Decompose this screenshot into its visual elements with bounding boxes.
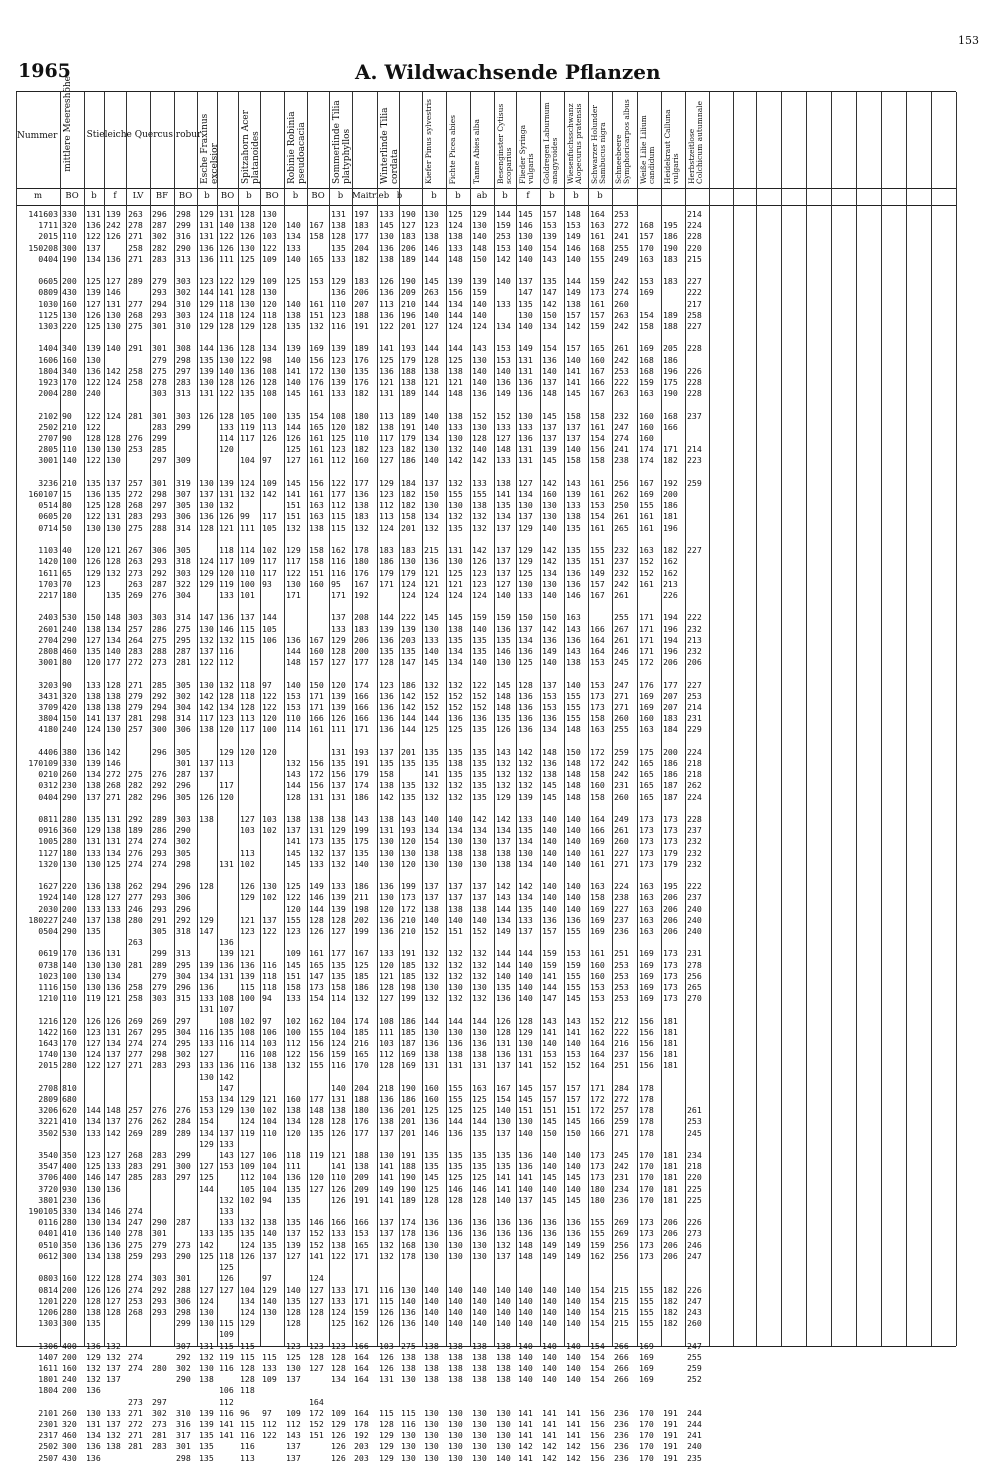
column-schnee_b: 253 272 241 255 249 242 274 260 263 242 261 242 253 222 263 232 247 274 241 238 256 262 250 261 265 232 237 232 242 261 255 267 261 246 245 247 271 271 260 255 259 242 242 231 260 249 261 260 227 271 224 238 227 237 236 251 253 253 253 253 212 222 216 237 251 284 272 257 259 271 245 242 231 234 236 269 269 256 256 215 215 215 215 266 266 266 266 236 236 236 236 236 <box>614 209 629 1463</box>
column-som_bo: 131 138 128 135 133 129 136 110 123 116 139 123 130 139 133 108 120 125 123 112 122 177 112 115 115 162 116 116 95 171 137 133 129 128 127 120 139 139 126 111 131 135 156 137 131 138 129 135 137 132 133 139 139 128 127 177 135 135 158 114 104 104 124 159 116 140 131 138 128 126 121 141 110 126 126 166 133 138 122 133 133 124 125 123 128 128 134 109 129 126 126 126 <box>331 209 346 1463</box>
unit-label: BF <box>155 191 169 201</box>
column-win_b: 190 127 183 206 189 190 209 210 196 201 193 179 188 138 189 189 191 179 182 186 184 182 182 158 201 183 130 179 124 124 222 139 203 135 147 186 142 142 144 144 201 135 135 135 143 193 120 130 120 199 173 172 210 210 191 185 185 198 199 186 185 187 169 169 190 186 201 201 201 191 188 190 190 189 174 178 168 178 130 140 136 136 275 138 138 130 115 116 130 130 130 <box>401 209 416 1463</box>
column-ahorn_bo: 128 138 126 130 125 129 128 130 124 129 128 122 136 126 135 105 119 117 104 124 132 99 111 114 109 110 100 101 137 115 115 118 118 128 113 117 120 127 103 113 102 126 129 121 123 121 136 139 115 100 102 108 114 116 116 129 130 124 119 127 109 112 105 102 132 135 124 126 104 134 124 129 115 115 128 128 118 96 115 116 116 113 <box>240 209 255 1463</box>
column-rule <box>260 92 261 1346</box>
column-rule <box>612 92 613 1346</box>
unit-label: b <box>431 191 437 201</box>
unit-label: b <box>573 191 579 201</box>
unit-label: b <box>204 191 210 201</box>
page-title: A. Wildwachsende Pflanzen <box>355 60 661 84</box>
species-header: Besenginster Cytisus scoparius <box>496 103 513 184</box>
column-wie_b: 148 153 149 146 140 144 149 138 157 142 157 140 141 141 145 158 137 137 140 158 143 139 133 138 135 135 135 136 136 146 163 143 136 143 138 140 155 155 155 148 150 148 148 148 148 140 140 140 140 140 140 140 140 136 155 153 159 155 155 145 143 141 140 153 152 157 157 151 145 150 140 140 145 140 145 136 136 149 149 140 140 140 140 140 140 140 140 141 141 141 142 142 <box>566 209 581 1463</box>
column-rule <box>661 92 662 1346</box>
column-rule <box>307 92 308 1346</box>
column-rule <box>588 92 589 1346</box>
unit-label: b <box>455 191 461 201</box>
column-rule <box>422 92 423 1346</box>
column-rule <box>516 92 517 1346</box>
species-header: Tanne Abies alba <box>472 119 481 184</box>
column-rule <box>637 92 638 1346</box>
column-fic_b: 125 124 138 133 148 139 156 134 144 124 144 125 138 121 148 138 133 130 132 142 132 155 130 132 135 131 130 125 121 124 145 138 135 134 134 132 152 152 136 125 135 138 135 132 132 140 134 130 138 130 137 137 138 140 151 132 132 132 130 132 144 130 136 138 131 155 155 125 144 136 135 135 125 146 128 136 136 130 130 140 140 140 140 138 138 138 138 130 130 130 130 130 <box>448 209 463 1463</box>
column-rule <box>831 92 832 1346</box>
column-rule <box>60 92 61 1346</box>
species-header: Robinie Robinia pseudoacacia <box>287 111 307 184</box>
col-header-height: mittlere Meereshöhe <box>63 76 73 172</box>
unit-label: BO <box>220 191 235 201</box>
species-header: Kiefer Pinus sylvestris <box>424 99 433 184</box>
column-rule <box>540 92 541 1346</box>
species-header: Fichte Picea abies <box>448 114 457 184</box>
column-rob_bo: 140 134 133 140 125 140 138 135 139 140 141 140 145 135 144 126 125 127 145 141 151 151 132 129 117 122 130 171 136 144 148 140 153 153 110 114 132 143 144 128 138 137 141 145 145 125 122 120 155 123 109 145 151 158 133 102 100 112 122 132 160 138 134 120 118 111 136 135 135 135 137 139 127 140 135 128 128 123 125 130 137 109 112 143 137 137 <box>286 220 301 1463</box>
column-win_bo: 133 145 130 136 138 126 136 113 136 122 141 125 136 121 131 113 138 117 123 127 129 123 112 113 124 183 186 179 171 144 139 136 135 128 123 136 136 136 136 137 135 158 138 142 138 131 130 130 130 136 130 120 136 136 133 120 121 128 127 108 111 103 112 128 218 136 136 138 137 130 141 141 149 141 137 137 132 132 116 115 126 126 103 126 126 131 115 128 129 129 129 <box>379 209 394 1463</box>
column-fli_b: 145 146 130 140 140 137 147 135 130 140 149 131 131 136 136 130 133 136 131 131 127 134 130 137 129 129 129 125 130 133 150 137 134 136 125 128 136 136 136 136 142 132 132 132 139 133 135 134 130 134 142 134 135 133 137 144 140 140 140 140 128 129 130 131 141 145 145 151 130 140 136 136 141 140 137 136 136 148 148 140 140 140 140 140 140 140 140 141 141 141 142 141 <box>518 209 533 1463</box>
column-rule <box>399 92 400 1346</box>
column-rule <box>756 92 757 1346</box>
species-header: Winterlinde Tilia cordata <box>380 107 400 184</box>
species-header: Herbstzeitlose Colchicum autumnale <box>687 100 704 184</box>
column-hol_f: 164 163 161 168 155 159 173 161 157 159 165 160 167 166 167 158 161 154 156 158 161 161 153 154 161 155 151 149 157 167 166 164 164 153 153 173 173 158 163 172 172 158 160 158 164 166 169 161 161 163 158 169 169 169 161 160 160 153 153 152 162 164 164 164 171 172 172 166 166 173 173 173 180 180 155 155 159 162 154 154 154 154 154 154 154 154 156 156 156 156 156 <box>590 209 605 1463</box>
column-som_b: 197 183 177 204 182 183 206 207 188 191 189 176 135 176 182 180 182 110 182 160 177 136 138 183 132 178 180 176 167 192 208 183 206 200 177 174 166 166 166 171 193 191 179 174 186 143 199 175 135 140 186 211 198 202 199 167 125 185 186 132 174 185 216 165 170 204 188 180 176 177 188 138 209 209 191 166 153 165 171 171 171 159 162 166 164 164 164 164 178 192 203 203 <box>354 209 369 1463</box>
species-header: Wiesenfuchsschwanz Alopecurus pratensis <box>566 103 583 184</box>
col-header-oak: Stieleiche Quercus robur <box>86 130 202 140</box>
column-bo: 131 136 122 137 134 125 139 127 126 125 139 130 136 122 240 122 122 128 130 122 135 136 125 122 130 120 126 129 123 150 138 127 135 120 133 138 138 141 124 136 139 134 138 137 135 129 131 133 130 136 128 133 137 135 136 130 130 130 119 126 123 127 124 122 144 134 133 123 125 146 130 136 134 130 136 136 134 122 126 128 138 135 136 129 132 132 136 130 131 134 136 136 <box>86 209 101 1463</box>
species-header: Esche Fraxinus excelsior <box>200 113 220 184</box>
column-rule <box>16 92 17 1346</box>
column-lil_b: 168 157 170 163 153 169 154 158 169 168 168 159 163 160 160 160 174 174 167 169 155 161 161 163 152 152 161 171 171 171 171 172 176 169 169 160 163 175 165 165 165 165 173 173 173 173 173 163 163 163 163 163 169 169 169 169 169 156 156 156 156 156 178 178 178 178 178 170 170 170 170 170 173 173 173 173 155 155 155 155 169 169 169 169 170 170 170 170 170 <box>639 220 654 1463</box>
units-row <box>16 188 956 206</box>
unit-label: b <box>396 191 403 201</box>
unit-label: LV <box>132 191 144 201</box>
unit-label: b <box>91 191 97 201</box>
column-rule <box>931 92 932 1346</box>
column-nummer: 141603 1711 2015 150208 0404 0605 0809 1030 1125 1303 1404 1606 1804 1923 2004 2102 2502 2707 2805 3001 3236 160107 0514 0605 0714 1103 1420 1611 1703 2217 2403 2601 2704 2808 3001 3203 3431 3709 3804 4180 4406 170109 0210 0312 0404 0811 0916 1005 1127 1320 1627 1924 2030 180227 0504 0619 0738 1023 1116 1210 1216 1422 1643 1740 2015 2708 2809 3206 3221 3502 3540 3547 3706 3720 3801 190105 0116 0401 0510 0612 0803 0814 1201 1206 1303 1306 1407 1611 1801 1804 2101 2301 2317 2502 2507 <box>28 209 58 1463</box>
unit-label: Maitrieb <box>352 191 390 201</box>
column-rule <box>150 92 151 1346</box>
unit-label: ab <box>476 191 488 201</box>
table-header <box>16 76 956 188</box>
species-header: Weiße Lilie Lilium candidum <box>639 115 656 184</box>
column-rule <box>238 92 239 1346</box>
unit-label: BO <box>265 191 279 201</box>
col-header-nummer: Nummer <box>17 131 58 141</box>
column-tan_b: 129 130 140 148 150 139 159 140 140 124 143 130 140 140 136 152 130 128 140 142 133 155 138 132 132 142 126 123 123 124 159 140 135 135 140 122 152 152 136 135 135 135 135 135 135 142 134 130 138 130 137 137 138 140 152 132 132 132 130 132 144 130 136 138 131 163 125 125 144 135 135 135 125 146 128 136 136 130 130 140 140 140 140 138 138 138 138 130 130 130 130 130 <box>472 209 487 1463</box>
page-number: 153 <box>958 34 979 47</box>
column-heid_b: 195 186 190 183 183 189 188 205 186 196 175 190 168 166 171 182 192 200 186 181 196 182 162 162 213 226 194 196 194 196 206 177 207 207 183 184 200 186 186 187 187 173 173 173 179 179 195 206 206 206 206 173 173 173 173 173 181 181 181 181 181 181 181 181 181 181 206 206 206 206 182 182 182 182 191 191 191 191 191 <box>663 220 678 1463</box>
column-rule <box>685 92 686 1346</box>
column-rule <box>446 92 447 1346</box>
unit-label: b <box>549 191 555 201</box>
column-rule <box>352 92 353 1346</box>
table-body <box>16 205 956 1463</box>
unit-label: BO <box>178 191 193 201</box>
column-rule <box>906 92 907 1346</box>
column-hoehe: 330 320 110 300 190 200 430 160 130 220 340 160 340 170 280 90 210 90 110 140 210 15 80 20 50 40 100 65 70 180 530 240 290 460 80 90 320 420 150 240 380 330 260 230 290 280 360 280 180 130 220 140 200 240 290 170 140 100 150 110 120 160 170 130 280 810 680 620 410 530 350 400 400 930 230 330 280 410 350 300 160 200 220 280 300 400 200 160 240 200 260 320 460 300 430 <box>62 209 77 1463</box>
column-rule <box>470 92 471 1346</box>
column-bes_b: 144 159 253 153 142 140 133 134 153 153 140 136 149 152 133 127 148 133 138 141 135 134 137 137 137 137 127 140 159 136 135 146 130 145 148 148 135 126 143 132 132 132 129 142 134 137 138 138 142 143 144 134 149 144 144 140 135 136 126 128 131 136 137 167 154 140 130 137 135 135 141 141 140 136 136 132 137 140 140 140 140 138 138 138 138 130 130 130 130 140 <box>496 209 511 1463</box>
column-rule <box>284 92 285 1346</box>
column-rule <box>881 92 882 1346</box>
column-b1: 139 242 126 136 127 146 131 130 130 140 142 124 124 128 130 130 137 135 128 131 130 121 128 132 135 148 134 134 140 177 128 138 138 137 130 142 146 272 268 271 131 138 131 134 125 138 127 133 138 131 130 134 136 121 126 131 134 137 127 148 137 142 127 133 147 136 146 134 140 136 138 128 126 127 128 132 132 137 137 133 137 132 138 <box>106 209 121 1452</box>
data-table <box>16 76 956 1463</box>
column-rule <box>806 92 807 1346</box>
column-rule <box>564 92 565 1346</box>
column-bf: 298 299 316 290 313 303 302 310 303 310 308 298 297 283 313 303 299 309 319 307 305 306 314 305 318 303 322 304 314 275 295 287 281 305 302 304 314 306 305 301 287 296 305 303 290 302 305 298 296 306 296 292 318 313 295 304 296 315 297 304 295 302 293 276 284 289 299 300 297 287 273 290 301 288 306 298 299 307 292 302 290 310 316 317 301 298 <box>176 209 191 1463</box>
column-herb_b: 214 224 228 220 215 227 222 217 258 227 228 226 228 228 237 214 223 259 227 222 232 213 232 206 227 253 214 231 229 224 218 218 262 224 228 237 232 232 232 222 237 240 240 240 231 278 256 265 270 261 253 245 234 218 220 225 225 226 273 246 247 226 247 243 260 247 255 259 252 244 244 241 240 235 <box>687 209 702 1463</box>
unit-label: b <box>292 191 299 201</box>
column-lv: 296 287 302 282 283 279 293 294 293 301 301 279 275 278 303 301 283 299 285 297 301 298 297 293 288 306 293 292 287 276 303 286 275 288 273 285 292 294 298 300 296 276 292 296 289 286 274 293 274 294 293 293 291 305 299 289 279 279 303 269 295 274 298 283 276 262 289 283 291 283 290 301 279 293 303 292 293 293 280 297 302 273 281 283 <box>152 209 167 1452</box>
species-header: Schwarzer Holunder Sambucus nigra <box>590 105 607 184</box>
column-rule <box>709 92 710 1346</box>
unit-label: BO <box>65 191 79 201</box>
column-gold_ab: 157 153 139 154 143 135 147 142 150 134 154 136 140 137 148 145 137 137 139 145 142 160 130 130 140 142 142 134 130 140 150 142 136 149 140 137 153 153 136 134 148 136 138 145 145 140 140 140 140 140 140 140 140 136 157 159 159 141 144 147 143 141 140 153 152 157 157 151 145 150 140 140 145 140 145 136 136 149 149 140 140 140 140 140 140 140 140 141 141 141 142 142 <box>542 209 557 1463</box>
column-esche_bo: 129 131 131 136 136 123 144 129 124 129 144 135 139 130 131 126 130 137 130 136 128 124 129 129 147 130 132 137 122 130 142 142 117 138 137 137 126 138 128 129 147 139 134 136 133 131 116 133 127 133 130 153 153 154 134 129 127 125 144 133 142 125 127 124 130 130 131 132 130 138 139 139 135 135 135 <box>199 209 214 1463</box>
species-header: Flieder Syringa vulgaris <box>518 124 535 184</box>
column-f: 263 278 271 258 271 289 277 268 275 291 258 258 281 276 253 257 272 268 283 275 267 263 273 263 269 303 257 264 283 272 271 279 279 281 257 275 282 282 292 189 274 276 274 262 277 246 280 263 281 258 258 269 267 274 277 271 257 276 269 268 283 285 274 247 278 275 259 274 274 253 268 274 274 273 271 272 271 281 <box>128 209 143 1452</box>
column-rule <box>174 92 175 1346</box>
species-header: Spitzahorn Acer platanoides <box>241 110 261 184</box>
unit-label: b <box>597 191 603 201</box>
column-rule <box>329 92 330 1346</box>
unit-label: f <box>113 191 117 201</box>
column-rule <box>856 92 857 1346</box>
column-rule <box>781 92 782 1346</box>
column-rule <box>494 92 495 1346</box>
column-rule <box>217 92 218 1346</box>
unit-label: b <box>337 191 344 201</box>
column-rule <box>197 92 198 1346</box>
species-header: Schneebeere Symphoricarpos albus <box>614 99 631 184</box>
unit-label: b <box>502 191 508 201</box>
column-rob_b: 167 158 165 153 161 151 132 169 156 172 176 161 154 165 161 161 161 156 161 163 163 138 158 158 151 160 167 160 157 150 171 171 166 161 156 172 156 131 138 131 173 132 133 149 146 144 128 126 161 165 147 173 154 162 155 156 156 155 177 148 128 135 119 120 127 146 152 152 141 124 127 127 128 123 128 127 164 172 152 151 <box>309 220 324 1441</box>
unit-label: f <box>526 191 530 201</box>
unit-label: m <box>33 191 43 201</box>
column-esche_b: 131 140 122 126 111 122 141 118 118 128 136 130 140 128 122 128 133 114 120 139 131 132 126 121 118 117 120 119 133 136 146 132 116 112 132 128 134 123 120 129 113 117 120 131 136 139 136 131 108 107 108 135 116 136 142 147 134 129 137 133 143 153 132 133 133 135 118 125 126 127 115 109 115 119 116 106 112 116 141 141 <box>219 209 234 1441</box>
column-rule <box>126 92 127 1346</box>
column-kie_b: 130 123 138 146 144 145 263 144 140 127 144 128 138 121 144 140 140 134 130 140 137 150 130 134 132 215 136 121 121 124 145 130 133 140 145 132 152 152 144 125 135 135 141 132 132 140 134 154 138 130 137 137 138 140 152 132 132 132 130 132 144 130 136 138 131 160 160 125 136 146 135 135 145 125 128 136 136 130 130 140 140 140 140 138 138 138 138 130 130 130 130 130 <box>424 209 439 1463</box>
column-rule <box>104 92 105 1346</box>
unit-label: BO <box>311 191 325 201</box>
unit-label: b <box>246 191 252 201</box>
column-rule <box>377 92 378 1346</box>
year-heading: 1965 <box>18 60 71 82</box>
species-header: Heidekraut Calluna vulgaris <box>663 109 680 184</box>
column-rule <box>956 92 957 1346</box>
column-ahorn_b: 130 120 103 122 109 109 130 120 118 128 134 98 108 128 108 100 113 126 97 109 142 117 105 102 117 117 93 144 105 106 97 122 122 120 100 120 103 102 130 102 137 122 116 118 118 94 97 106 103 108 138 121 102 104 110 106 104 104 104 94 138 140 135 137 97 129 140 130 115 133 109 97 112 122 <box>262 209 277 1441</box>
species-header: Goldregen Laburnum anagyroides <box>542 102 559 184</box>
column-rule <box>84 92 85 1346</box>
column-rule <box>733 92 734 1346</box>
species-header: Sommerlinde Tilia platyphyllos <box>332 100 352 184</box>
